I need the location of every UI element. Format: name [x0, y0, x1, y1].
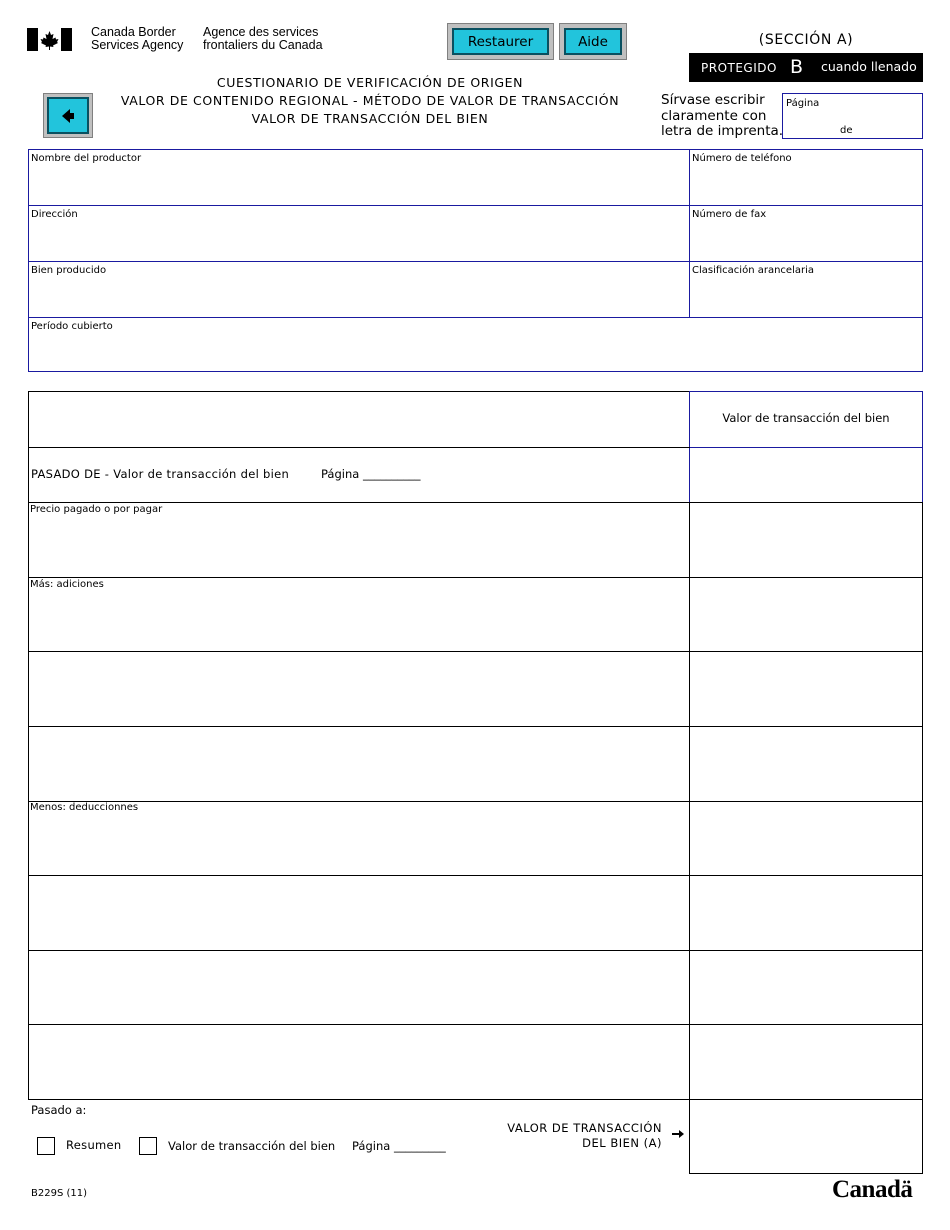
summary-checkbox[interactable]	[37, 1137, 55, 1155]
form-number: B229S (11)	[31, 1188, 88, 1199]
address-input[interactable]	[32, 224, 686, 258]
row-3-description-input[interactable]	[32, 656, 686, 724]
agency-fr-line1: Agence des services	[203, 25, 319, 39]
title-line1: CUESTIONARIO DE VERIFICACIÓN DE ORIGEN	[216, 75, 524, 90]
producer-name-input[interactable]	[32, 168, 686, 202]
page-label: Página	[786, 98, 820, 109]
tariff-label: Clasificación arancelaria	[692, 265, 814, 276]
carried-from-page: Página __________	[321, 467, 421, 481]
total-label-line2: DEL BIEN (A)	[582, 1136, 662, 1150]
agency-en-line1: Canada Border	[91, 25, 176, 39]
instructions-line3: letra de imprenta.	[661, 123, 784, 139]
row-4-value-input[interactable]	[693, 731, 922, 799]
phone-input[interactable]	[693, 168, 922, 202]
carried-to-label: Pasado a:	[31, 1103, 87, 1117]
section-label: (SECCIÓN A)	[758, 32, 854, 48]
agency-en-line2: Services Agency	[91, 38, 184, 52]
row-1-description-input[interactable]	[32, 518, 686, 574]
row-deductions-label: Menos: deduccionnes	[30, 802, 139, 813]
restaurer-button-frame	[447, 23, 554, 60]
row-5-description-input[interactable]	[32, 816, 686, 872]
period-label: Período cubierto	[31, 321, 113, 332]
carried-to-page: Página _________	[352, 1139, 446, 1153]
print-instructions	[661, 93, 783, 140]
row-7-description-input[interactable]	[32, 954, 686, 1022]
page-number-box	[782, 93, 923, 139]
summary-label: Resumen	[66, 1138, 122, 1152]
form-title	[40, 74, 700, 128]
row-2-value-input[interactable]	[693, 581, 922, 649]
instructions-line1: Sírvase escribir	[661, 92, 765, 108]
fax-label: Número de fax	[692, 209, 767, 220]
good-input[interactable]	[32, 280, 686, 314]
period-input[interactable]	[32, 336, 916, 368]
protected-prefix: PROTEGIDO	[701, 61, 777, 75]
address-label: Dirección	[31, 209, 78, 220]
transaction-value-checkbox[interactable]	[139, 1137, 157, 1155]
agency-name-fr	[203, 26, 323, 52]
protected-level: B	[790, 56, 804, 78]
title-line3: VALOR DE TRANSACCIÓN DEL BIEN	[251, 111, 489, 126]
producer-name-label: Nombre del productor	[31, 153, 142, 164]
total-label	[440, 1121, 662, 1151]
fax-input[interactable]	[693, 224, 922, 258]
page-of-label: de	[840, 125, 853, 136]
row-1-value-input[interactable]	[693, 506, 922, 574]
row-additions-label: Más: adiciones	[30, 579, 104, 590]
column-header: Valor de transacción del bien	[722, 411, 890, 425]
transaction-value-label: Valor de transacción del bien	[168, 1139, 336, 1153]
title-line2: VALOR DE CONTENIDO REGIONAL - MÉTODO DE VALOR DE TRANSACCIÓN	[120, 93, 620, 108]
carried-from-value-input[interactable]	[693, 455, 922, 497]
tariff-input[interactable]	[693, 280, 922, 314]
row-6-value-input[interactable]	[693, 880, 922, 948]
total-label-line1: VALOR DE TRANSACCIÓN	[507, 1121, 662, 1135]
good-label: Bien producido	[31, 265, 107, 276]
row-7-value-input[interactable]	[693, 954, 922, 1022]
carried-from-label: PASADO DE - Valor de transacción del bien	[31, 467, 290, 481]
row-5-value-input[interactable]	[693, 805, 922, 873]
aide-button[interactable]: Aide	[564, 28, 622, 55]
row-3-value-input[interactable]	[693, 656, 922, 724]
page-total-input[interactable]	[858, 123, 922, 139]
row-8-value-input[interactable]	[693, 1029, 922, 1097]
canada-flag-icon	[27, 28, 72, 51]
canada-wordmark: Canadä	[832, 1176, 913, 1203]
agency-name-en	[91, 26, 183, 52]
agency-fr-line2: frontaliers du Canada	[203, 38, 323, 52]
instructions-line2: claramente con	[661, 107, 767, 124]
protected-banner	[689, 53, 923, 82]
arrow-right-icon	[672, 1129, 684, 1139]
row-6-description-input[interactable]	[32, 880, 686, 948]
restaurer-button[interactable]: Restaurer	[452, 28, 549, 55]
row-2-description-input[interactable]	[32, 593, 686, 649]
protected-suffix: cuando llenado	[821, 59, 917, 74]
row-8-description-input[interactable]	[32, 1029, 686, 1097]
page-number-input[interactable]	[833, 97, 923, 113]
row-4-description-input[interactable]	[32, 731, 686, 799]
phone-label: Número de teléfono	[692, 153, 792, 164]
row-price-label: Precio pagado o por pagar	[30, 504, 163, 515]
aide-button-frame	[559, 23, 627, 60]
total-value-input[interactable]	[693, 1104, 922, 1170]
